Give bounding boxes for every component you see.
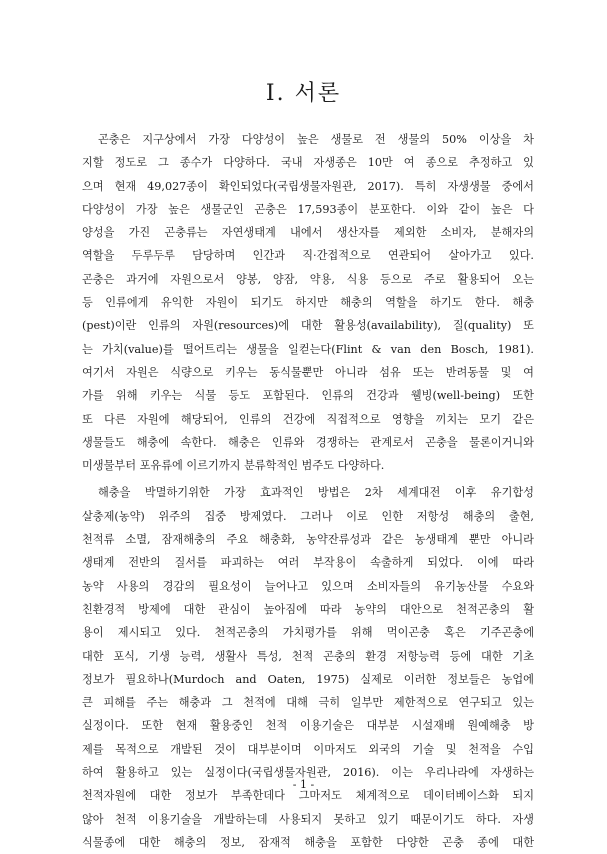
text-line: 실정이다. 또한 현재 활용중인 천적 이용기술은 대부분 시설재배 원예해충 방 xyxy=(82,719,534,733)
text-line: 살충제(농약) 위주의 집중 방제였다. 그러나 이로 인한 저항성 해충의 출현, xyxy=(82,509,534,523)
text-line: 친환경적 방제에 대한 관심이 높아짐에 따라 농약의 대안으로 천적곤충의 활 xyxy=(82,602,534,616)
text-line: 역할을 두루두루 담당하며 인간과 직·간접적으로 연관되어 살아가고 있다. xyxy=(82,249,534,263)
page-number: - 1 - xyxy=(292,778,315,791)
text-line: 생태계 전반의 질서를 파괴하는 여러 부작용이 속출하게 되었다. 이에 따라 xyxy=(82,556,534,570)
text-line: 는 가치(value)를 떨어트리는 생물을 일컫는다(Flint & van den Bosch, 1981). xyxy=(82,342,534,356)
text-line: 하여 활용하고 있는 실정이다(국립생물자원관, 2016). 이는 우리나라에 자생하는 xyxy=(82,766,534,780)
text-line: 가를 위해 키우는 식물 등도 포함된다. 인류의 건강과 웰빙(well-being) 또한 xyxy=(82,389,534,403)
text-line: 식물종에 대한 해충의 정보, 잠재적 해충을 포함한 다양한 곤충 종에 대한 xyxy=(82,835,534,849)
text-line: 미생물부터 포유류에 이르기까지 분류학적인 범주도 다양하다. xyxy=(82,459,385,473)
text-line: 등 인류에게 유익한 자원이 되기도 하지만 해충의 역할을 하기도 한다. 해충 xyxy=(82,296,534,310)
text-line: 다양성이 가장 높은 생물군인 곤충은 17,593종이 분포한다. 이와 같이 높은 다 xyxy=(82,202,534,216)
section-title: Ⅰ. 서론 xyxy=(265,81,342,106)
text-line: 큰 피해를 주는 해충과 그 천적에 대해 극히 일부만 제한적으로 연구되고 있는 xyxy=(82,696,534,710)
text-line: 으며 현재 49,027종이 확인되었다(국립생물자원관, 2017). 특히 자생생물 중에서 xyxy=(82,179,534,193)
text-line: 천적류 소멸, 잠재해충의 주요 해충화, 농약잔류성과 같은 농생태계 뿐만 아니라 xyxy=(82,533,534,547)
text-line: 곤충은 과거에 자원으로서 양봉, 양잠, 약용, 식용 등으로 주로 활용되어 오는 xyxy=(82,272,534,286)
paragraph-2 xyxy=(82,481,534,854)
text-line: 천적자원에 대한 정보가 부족한데다 그마저도 체계적으로 데이터베이스화 되지 xyxy=(82,789,534,803)
text-line: 또 다른 자원에 해당되어, 인류의 건강에 직접적으로 영향을 끼치는 모기 같은 xyxy=(82,412,534,426)
text-line: 않아 천적 이용기술을 개발하는데 사용되지 못하고 있기 때문이기도 하다. 자생 xyxy=(82,812,534,826)
text-line: 양성을 가진 곤충류는 자연생태계 내에서 생산자를 제외한 소비자, 분해자의 xyxy=(82,226,534,240)
text-line: 대한 포식, 기생 능력, 생활사 특성, 천적 곤충의 환경 저항능력 등에 대한 기초 xyxy=(82,649,534,663)
text-line: 해충을 박멸하기위한 가장 효과적인 방법은 2차 세계대전 이후 유기합성 xyxy=(98,486,534,500)
text-line: 여기서 자원은 식량으로 키우는 동식물뿐만 아니라 섬유 또는 반려동물 및 여 xyxy=(82,365,534,379)
text-line: 곤충은 지구상에서 가장 다양성이 높은 생물로 전 생물의 50% 이상을 차 xyxy=(98,133,534,146)
text-line: 지할 정도로 그 종수가 다양하다. 국내 자생종은 10만 여 종으로 추정하고 있 xyxy=(82,156,534,170)
text-line: 용이 제시되고 있다. 천적곤충의 가치평가를 위해 먹이곤충 혹은 기주곤충에 xyxy=(82,626,534,640)
text-line: 정보가 필요하나(Murdoch and Oaten, 1975) 실제로 이러한 정보들은 농업에 xyxy=(82,672,534,686)
body-text xyxy=(82,128,534,854)
text-line: 제를 목적으로 개발된 것이 대부분이며 이마저도 외국의 기술 및 천적을 수입 xyxy=(82,742,534,756)
text-line: 농약 사용의 경감의 필요성이 늘어나고 있으며 소비자들의 유기농산물 수요와 xyxy=(82,579,534,593)
text-line: 생물들도 해충에 속한다. 해충은 인류와 경쟁하는 관계로서 곤충을 물론이거니와 xyxy=(82,435,534,449)
paragraph-1 xyxy=(82,128,534,477)
text-line: (pest)이란 인류의 자원(resources)에 대한 활용성(availability), 질(quality) 또 xyxy=(82,319,534,333)
